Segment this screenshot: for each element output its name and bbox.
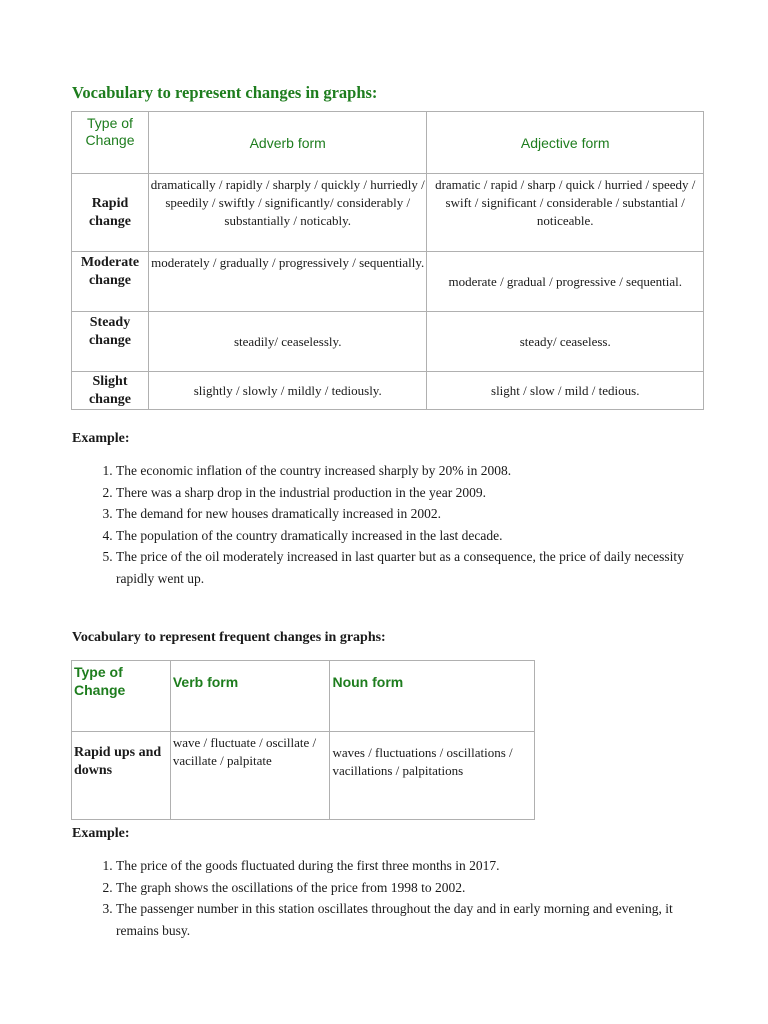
table-row [72,252,704,312]
adverb-cell: dramatically / rapidly / sharply / quickly / hurriedly / speedily / swiftly / significantly/ considerably / substantially / noticably. [148,174,427,252]
row-label: Steady change [72,312,149,372]
row-label: Moderate change [72,252,149,312]
adjective-cell: steady/ ceaseless. [427,312,704,372]
table-row [72,312,704,372]
adjective-cell: moderate / gradual / progressive / sequential. [427,252,704,312]
noun-cell: waves / fluctuations / oscillations / vacillations / palpitations [330,732,535,820]
header-adjective-form: Adjective form [427,112,704,174]
table-row [72,732,535,820]
adjective-cell: slight / slow / mild / tedious. [427,372,704,410]
example-list [96,460,716,589]
table-header-row [72,661,535,732]
adverb-cell: slightly / slowly / mildly / tediously. [148,372,427,410]
table-row [72,174,704,252]
table-header-row [72,112,704,174]
example-list [96,855,716,941]
list-item: 3. The demand for new houses dramatically increased in 2002. [116,503,716,525]
header-type-of-change: Type of Change [72,112,149,174]
section2-title: Vocabulary to represent frequent changes in graphs: [72,630,386,645]
header-verb-form: Verb form [170,661,330,732]
row-label: Rapid change [72,174,149,252]
adverb-cell: steadily/ ceaselessly. [148,312,427,372]
verb-cell: wave / fluctuate / oscillate / vacillate / palpitate [170,732,330,820]
example-heading: Example: [72,826,130,841]
list-item: 1. The price of the goods fluctuated during the first three months in 2017. [116,855,716,877]
header-adverb-form: Adverb form [148,112,427,174]
list-item: 2. The graph shows the oscillations of the price from 1998 to 2002. [116,877,716,899]
adverb-cell: moderately / gradually / progressively / sequentially. [148,252,427,312]
change-vocabulary-table [71,111,704,410]
list-item: 2. There was a sharp drop in the industrial production in the year 2009. [116,482,716,504]
frequent-change-table [71,660,535,820]
list-item: 3. The passenger number in this station oscillates throughout the day and in early morning and evening, it remains busy. [116,898,716,941]
adjective-cell: dramatic / rapid / sharp / quick / hurried / speedy / swift / significant / considerable / substantial / noticeable. [427,174,704,252]
section1-title: Vocabulary to represent changes in graphs: [72,83,378,102]
table-row [72,372,704,410]
row-label: Slight change [72,372,149,410]
list-item: 5. The price of the oil moderately increased in last quarter but as a consequence, the price of daily necessity rapidly went up. [116,546,716,589]
list-item: 1. The economic inflation of the country increased sharply by 20% in 2008. [116,460,716,482]
list-item: 4. The population of the country dramatically increased in the last decade. [116,525,716,547]
example-heading: Example: [72,431,130,446]
header-noun-form: Noun form [330,661,535,732]
row-label: Rapid ups and downs [72,732,171,820]
header-type-of-change: Type of Change [72,661,171,732]
